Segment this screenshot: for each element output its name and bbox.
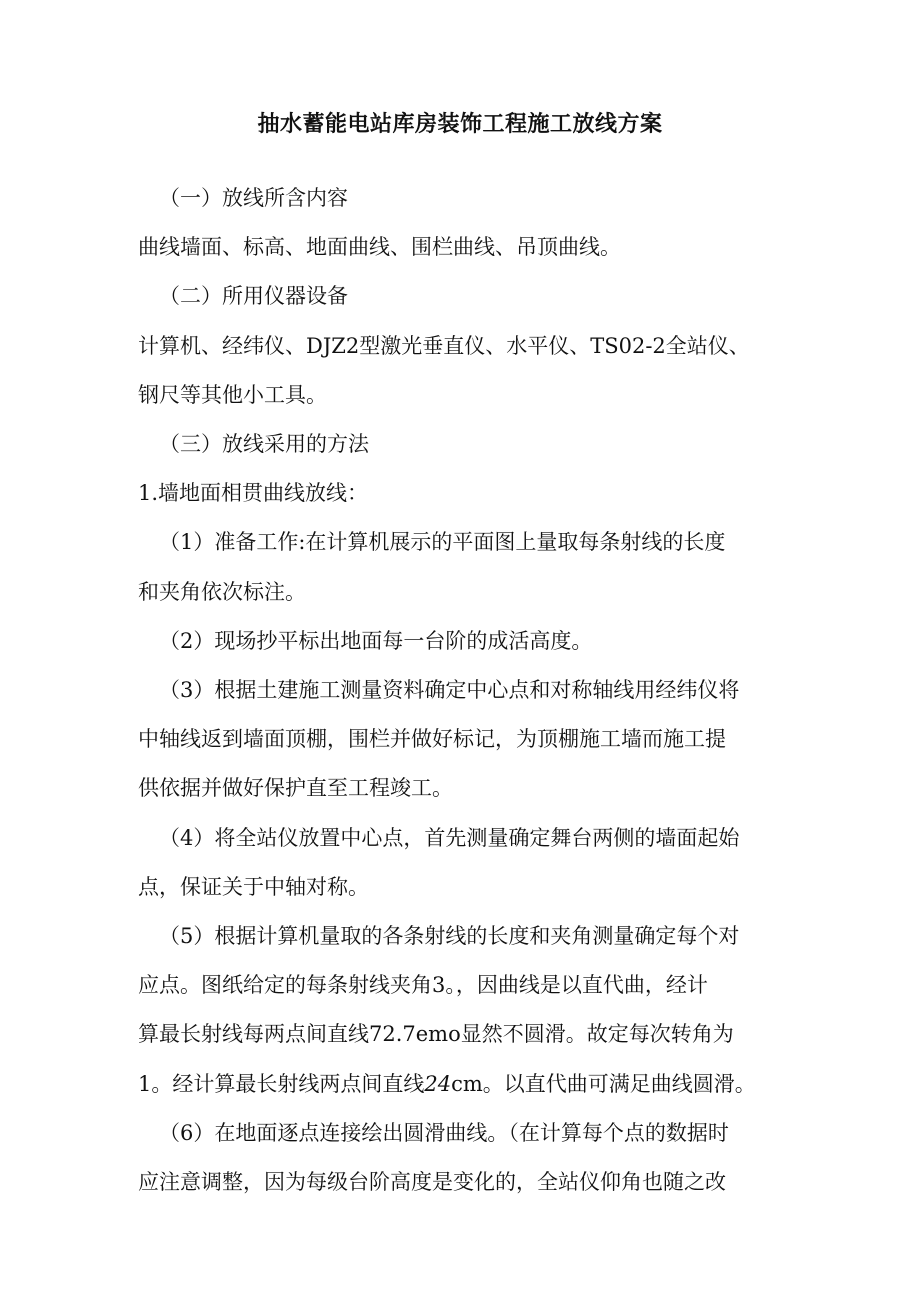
section-heading-3: （三）放线采用的方法 — [159, 432, 369, 457]
document-body — [138, 174, 788, 1207]
step-6-line: （6）在地面逐点连接绘出圆滑曲线。（在计算每个点的数据时 — [159, 1120, 729, 1145]
line-text-end: cm。以直代曲可满足曲线圆滑。 — [451, 1071, 756, 1096]
paragraph-line: 算最长射线每两点间直线72.7emo显然不圆滑。故定每次转角为 — [138, 1022, 734, 1047]
paragraph-line: 供依据并做好保护直至工程竣工。 — [138, 776, 453, 801]
italic-number: 24 — [424, 1071, 452, 1096]
subsection-heading: 1.墙地面相贯曲线放线： — [138, 481, 369, 506]
paragraph-line — [138, 1060, 788, 1109]
step-4-line: （4）将全站仪放置中心点，首先测量确定舞台两侧的墙面起始 — [159, 825, 740, 850]
paragraph-line: 应点。图纸给定的每条射线夹角3。，因曲线是以直代曲，经计 — [138, 973, 708, 998]
paragraph-line: 应注意调整，因为每级台阶高度是变化的，全站仪仰角也随之改 — [138, 1170, 726, 1195]
step-3-line: （3）根据土建施工测量资料确定中心点和对称轴线用经纬仪将 — [159, 678, 740, 703]
section-heading-1: （一）放线所含内容 — [159, 186, 348, 210]
line-text-start: 1。经计算最长射线两点间直线 — [138, 1071, 425, 1096]
paragraph-line: 钢尺等其他小工具。 — [138, 382, 327, 407]
paragraph-line: 计算机、经纬仪、DJZ2型激光垂直仪、水平仪、TS02-2全站仪、 — [138, 333, 750, 358]
section-heading-2: （二）所用仪器设备 — [159, 284, 348, 309]
paragraph-line: 曲线墙面、标高、地面曲线、围栏曲线、吊顶曲线。 — [138, 235, 621, 260]
paragraph-line: 和夹角依次标注。 — [138, 579, 306, 604]
step-2-line: （2）现场抄平标出地面每一台阶的成活高度。 — [159, 628, 593, 653]
paragraph-line: 点，保证关于中轴对称。 — [138, 874, 369, 899]
paragraph-line: 中轴线返到墙面顶棚，围栏并做好标记，为顶棚施工墙而施工提 — [138, 727, 726, 752]
step-5-line: （5）根据计算机量取的各条射线的长度和夹角测量确定每个对 — [159, 924, 740, 949]
step-1-line: （1）准备工作:在计算机展示的平面图上量取每条射线的长度 — [159, 530, 726, 555]
document-title: 抽水蓄能电站库房装饰工程施工放线方案 — [257, 111, 663, 137]
